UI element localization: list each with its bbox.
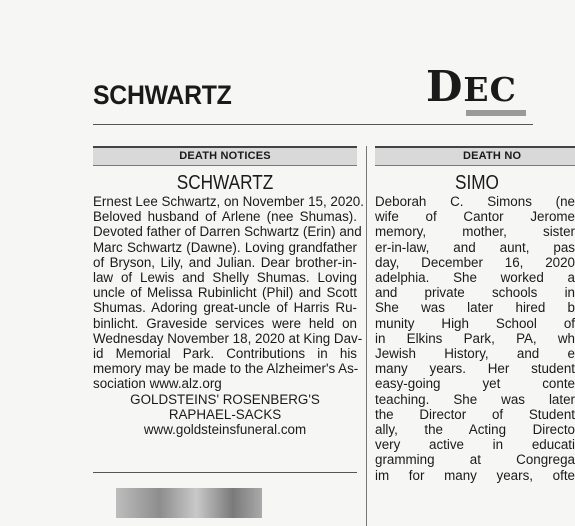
notice-line: id Memorial Park. Contributions in his [93, 346, 357, 362]
notice-line: binlicht. Graveside services were held on [93, 315, 357, 331]
notice-line: wife of Cantor Jerome [375, 209, 575, 225]
notice-line: in Elkins Park, PA, wh [375, 330, 575, 346]
notice-line: Ernest Lee Schwartz, on November 15, 2020. [93, 194, 364, 209]
notice-line: easy-going yet conte [375, 376, 575, 392]
notice-line: the Director of Student [375, 406, 575, 422]
notice-line: teaching. She was later [375, 391, 575, 407]
column-divider [366, 146, 367, 526]
notice-line: She was later hired b [375, 300, 575, 316]
notice-line: many years. Her student [375, 361, 575, 377]
funeral-home-name-cont: RAPHAEL-SACKS [168, 406, 282, 422]
section-accent-bar [466, 110, 526, 116]
notice-line: uncle of Melissa Rubinlicht (Phil) and Scott [93, 285, 357, 301]
notice-line: memory may be made to the Alzheimer's As- [93, 361, 359, 377]
notice-line: gramming at Congrega [375, 452, 575, 468]
notice-name: SCHWARTZ [176, 172, 274, 194]
notice-line: im for many years, ofte [375, 467, 575, 483]
notice-line: ally, the Acting Directo [375, 422, 575, 438]
notice-line: and private schools in [375, 285, 575, 301]
section-title-initial: D [426, 62, 464, 111]
funeral-home-website: www.goldsteinsfuneral.com [143, 422, 307, 438]
death-notices-band: DEATH NO [375, 146, 575, 166]
header-rule [93, 124, 533, 125]
photo-image [116, 488, 262, 518]
notice-line: munity High School of [375, 315, 575, 331]
notice-line: memory, mother, sister [375, 224, 575, 240]
left-notice-column [93, 146, 364, 438]
notice-body [93, 194, 364, 392]
notice-line: of Bryson, Lily, and Julian. Dear brother-in- [93, 254, 357, 270]
notice-line: Deborah C. Simons (ne [375, 194, 575, 209]
notice-name: SIMO [454, 172, 499, 194]
notice-line: very active in educati [375, 437, 575, 453]
notice-separator-rule [93, 472, 357, 473]
notice-line: Shumas. Adoring great-uncle of Harris Ru- [93, 300, 357, 316]
notice-line: sociation www.alz.org [93, 376, 222, 392]
funeral-home-name: GOLDSTEINS' ROSENBERG'S [130, 391, 320, 407]
notice-line: law of Lewis and Shelly Shumas. Loving [93, 270, 357, 286]
notice-body [375, 194, 575, 483]
notice-line: Marc Schwartz (Dawne). Loving grandfather [93, 239, 357, 255]
notice-line: Jewish History, and e [375, 346, 575, 362]
notice-line: day, December 16, 2020 [375, 254, 575, 270]
section-title [426, 62, 517, 111]
funeral-home-block [93, 392, 357, 438]
section-title-rest: EC [463, 70, 517, 109]
right-notice-column [375, 146, 575, 483]
notice-line: adelphia. She worked a [375, 270, 575, 286]
death-notices-band: DEATH NOTICES [93, 146, 357, 166]
notice-line: er-in-law, and aunt, pas [375, 239, 575, 255]
notice-line: Beloved husband of Arlene (nee Shumas). [93, 209, 357, 225]
page-header-title: SCHWARTZ [93, 80, 232, 110]
notice-line: Wednesday November 18, 2020 at King Dav- [93, 330, 363, 346]
notice-line: Devoted father of Darren Schwartz (Erin) and [93, 224, 362, 240]
